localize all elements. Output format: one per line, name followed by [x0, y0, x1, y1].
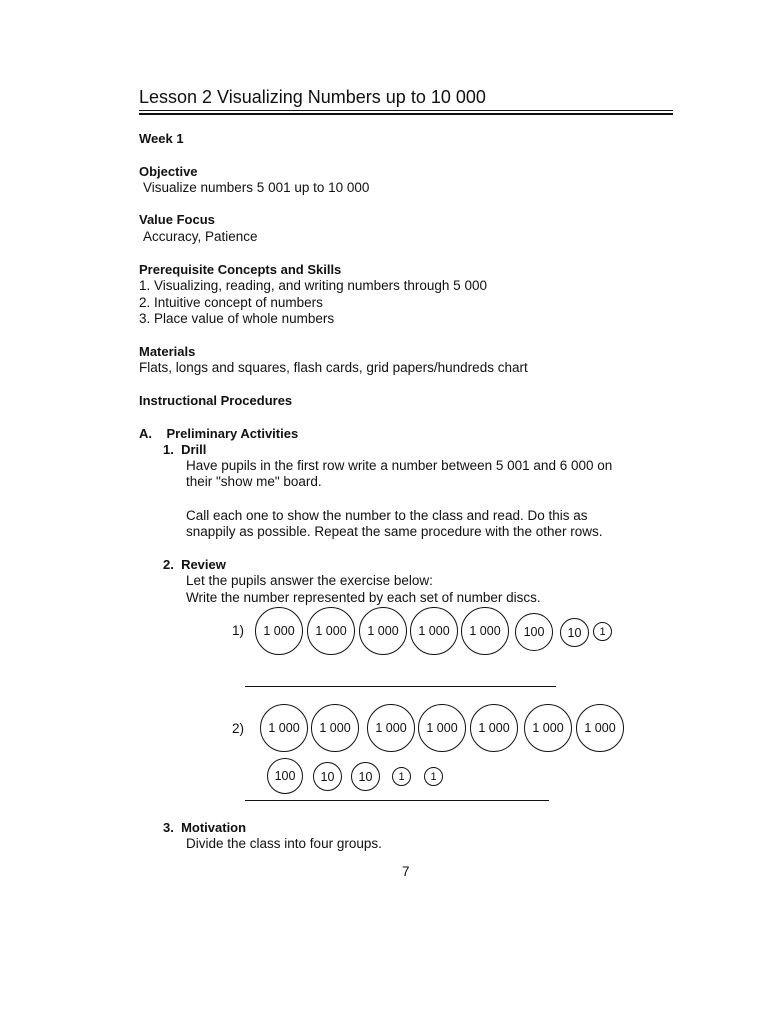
number-disc: 1 000	[260, 704, 308, 752]
lesson-title: Lesson 2 Visualizing Numbers up to 10 000	[139, 87, 486, 107]
prerequisites-heading: Prerequisite Concepts and Skills	[139, 262, 342, 277]
procedures-heading: Instructional Procedures	[139, 393, 293, 408]
objective-text: Visualize numbers 5 001 up to 10 000	[143, 180, 370, 195]
number-disc: 1 000	[307, 607, 355, 655]
motivation-text: Divide the class into four groups.	[186, 836, 382, 851]
review-heading: 2. Review	[163, 557, 226, 572]
number-disc: 10	[313, 762, 342, 791]
answer-line	[245, 800, 549, 801]
page-number: 7	[402, 864, 410, 879]
week-label: Week 1	[139, 131, 184, 146]
motivation-heading: 3. Motivation	[163, 820, 247, 835]
answer-line	[245, 686, 556, 687]
objective-heading: Objective	[139, 164, 198, 179]
number-disc: 100	[267, 758, 303, 794]
number-disc: 1 000	[255, 607, 303, 655]
section-a-heading: A. Preliminary Activities	[139, 426, 299, 441]
number-disc: 1	[392, 767, 411, 786]
review-text-line: Write the number represented by each set of number discs.	[186, 590, 541, 605]
number-disc: 1 000	[359, 607, 407, 655]
number-disc: 10	[560, 618, 589, 647]
number-disc: 10	[351, 762, 380, 791]
number-disc: 1 000	[311, 704, 359, 752]
number-disc: 1 000	[410, 607, 458, 655]
number-disc: 1 000	[524, 704, 572, 752]
number-disc: 1 000	[367, 704, 415, 752]
title-underline	[139, 110, 673, 111]
number-disc: 1 000	[418, 704, 466, 752]
drill-heading: 1. Drill	[163, 442, 207, 457]
number-disc: 100	[515, 613, 553, 651]
drill-text-line: snappily as possible. Repeat the same procedure with the other rows.	[186, 524, 603, 539]
number-disc: 1	[424, 767, 443, 786]
review-text-line: Let the pupils answer the exercise below:	[186, 573, 433, 588]
materials-text: Flats, longs and squares, flash cards, grid papers/hundreds chart	[139, 360, 528, 375]
drill-text-line: Call each one to show the number to the class and read. Do this as	[186, 508, 588, 523]
value-focus-text: Accuracy, Patience	[143, 229, 258, 244]
number-disc: 1	[593, 622, 612, 641]
title-underline-thick	[139, 113, 673, 115]
prerequisite-item: 3. Place value of whole numbers	[139, 311, 335, 326]
number-disc: 1 000	[576, 704, 624, 752]
drill-text-line: their "show me" board.	[186, 474, 322, 489]
value-focus-heading: Value Focus	[139, 212, 215, 227]
prerequisite-item: 1. Visualizing, reading, and writing numbers through 5 000	[139, 278, 487, 293]
number-disc: 1 000	[461, 607, 509, 655]
exercise-2-label: 2)	[232, 721, 245, 736]
prerequisite-item: 2. Intuitive concept of numbers	[139, 295, 323, 310]
exercise-1-label: 1)	[232, 623, 245, 638]
drill-text-line: Have pupils in the first row write a number between 5 001 and 6 000 on	[186, 458, 613, 473]
materials-heading: Materials	[139, 344, 196, 359]
number-disc: 1 000	[470, 704, 518, 752]
